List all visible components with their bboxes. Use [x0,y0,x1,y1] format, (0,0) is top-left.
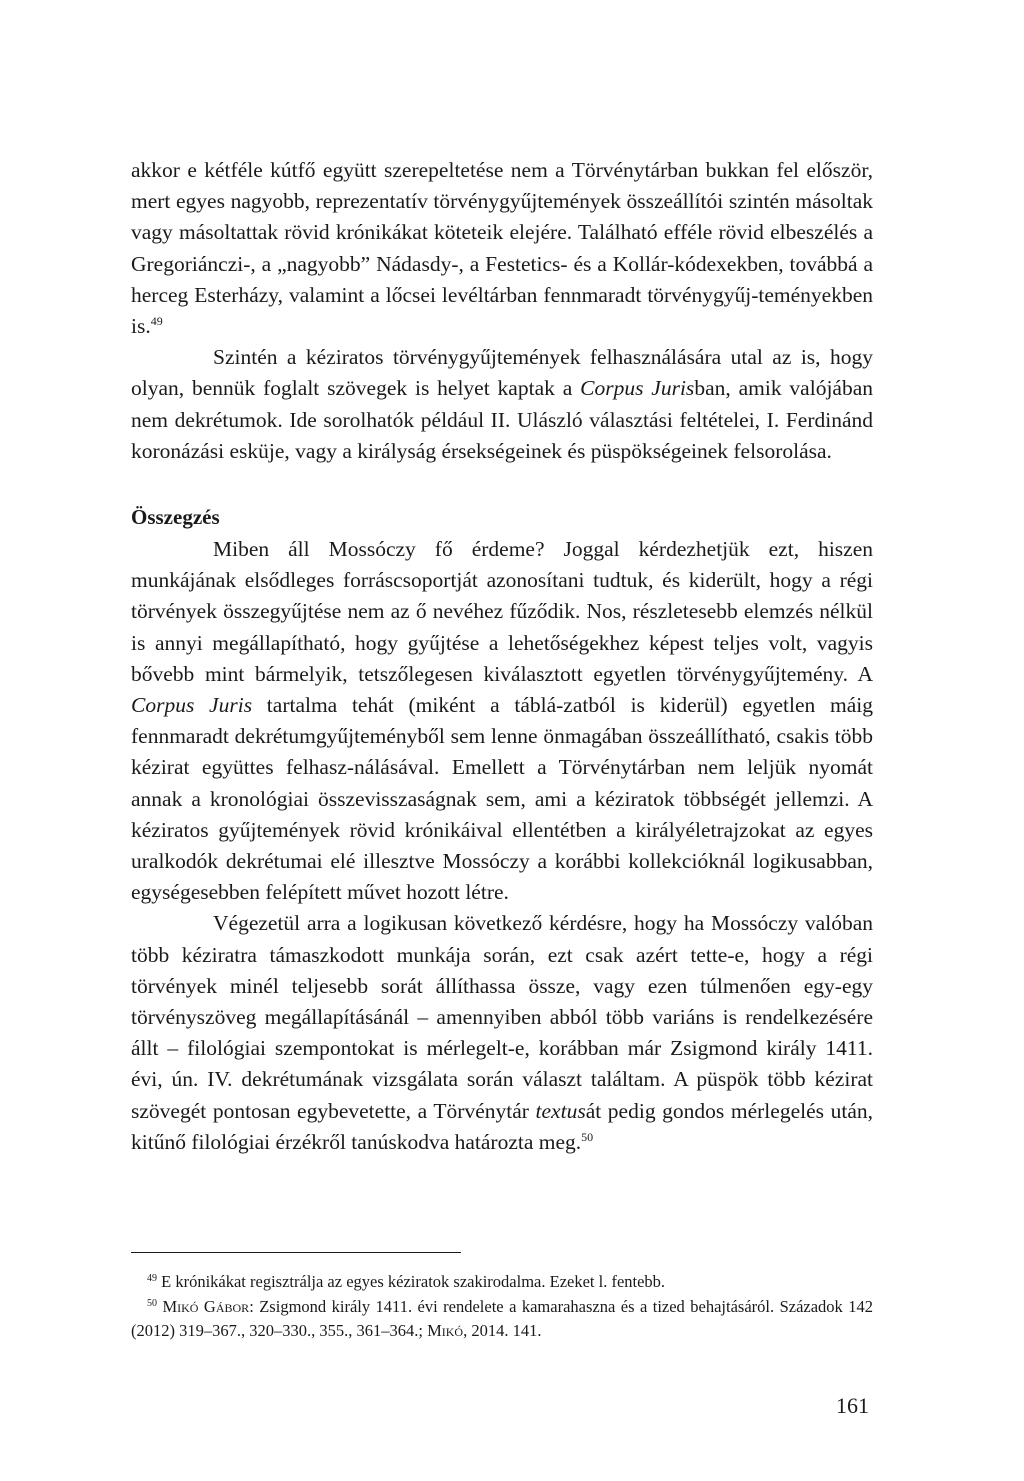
footnote-text: : Zsigmond király 1411. évi rendelete a kamarahaszna és a tized behajtásáról. Századok 142 (2012) 319–367., 320–330., 355., 361–364.; [131,1296,873,1340]
paragraph-text: Végezetül arra a logikusan következő kérdésre, hogy ha Mossóczy valóban több kéziratra támaszkodott munkája során, ezt csak azért tette-e, hogy a régi törvények minél teljesebb sorát állíthassa össze, vagy ezen túlmenően egy-egy törvényszöveg megállapításánál – amennyiben abból több variáns is rendelkezésére állt – filológiai szempontokat is mérlegelt-e, korábban már Zsigmond király 1411. évi, ún. IV. dekrétumának vizsgálata során választ találtam. A püspök több kézirat szövegét pontosan egybevetette, a Törvénytár [131,911,873,1123]
paragraph-text: Miben áll Mossóczy fő érdeme? Joggal kérdezhetjük ezt, hiszen munkájának elsődleges forráscsoportját azonosítani tudtuk, és kiderült, hogy a régi törvények összegyűjtése nem az ő nevéhez fűződik. Nos, részletesebb elemzés nélkül is annyi megállapítható, hogy gyűjtése a lehetőségekhez képest teljes volt, vagyis bővebb mint bármelyik, tetszőlegesen kiválasztott egyetlen törvénygyűjtemény. A [131,537,873,686]
footnote-49 [131,1270,873,1295]
footnote-divider [131,1252,461,1253]
footnotes [131,1270,873,1344]
footnote-author: Mikó [427,1321,464,1340]
footnote-number: 49 [147,1273,157,1284]
footnote-ref-50[interactable]: 50 [581,1129,594,1144]
page-body [131,155,873,1158]
footnote-number: 50 [147,1297,157,1309]
page-number: 161 [836,1393,869,1418]
paragraph-text: ban, amik valójában nem dekrétumok. Ide sorolhatók például II. Ulászló választási feltételei, I. Ferdinánd koronázási esküje, vagy a királyság érsekségeinek és püspökségeinek felsorolása. [131,376,874,463]
paragraph-text: át pedig gondos mérlegelés után, kitűnő filológiai érzékről tanúskodva határozta meg. [131,1098,873,1154]
body-paragraph-2 [131,342,873,467]
section-heading: Összegzés [131,505,220,530]
footnote-author: Mikó Gábor [162,1296,250,1316]
footnote-50 [131,1295,873,1344]
paragraph-text: tartalma tehát (miként a táblá-zatból is kiderül) egyetlen máig fennmaradt dekrétumgyűjteményből sem lenne önmagában összeállítható, csakis több kézirat együttes felhasz-nálásával. Emellett a Törvénytárban nem leljük nyomát annak a kronológiai összevisszaságnak sem, ami a kéziratok többségét jellemzi. A kéziratos gyűjtemények rövid krónikáival ellentétben a királyéletrajzokat az egyes uralkodók dekrétumai elé illesztve Mossóczy a korábbi kollekcióknál logikusabban, egységesebben felépített művet hozott létre. [131,693,873,905]
footnote-text: , 2014. 141. [463,1321,542,1340]
summary-paragraph-1 [131,534,873,908]
paragraph-text: Szintén a kéziratos törvénygyűjtemények felhasználására utal az is, hogy olyan, bennük foglalt szövegek is helyet kaptak a [131,345,873,401]
summary-paragraph-2 [131,908,873,1158]
footnote-ref-49[interactable]: 49 [150,314,163,329]
footnote-text: E krónikákat regisztrálja az egyes kéziratok szakirodalma. Ezeket l. fentebb. [157,1272,666,1291]
paragraph-text: akkor e kétféle kútfő együtt szerepeltetése nem a Törvénytárban bukkan fel először, mert egyes nagyobb, reprezentatív törvénygyűjtemények összeállítói szintén másoltak vagy másoltattak rövid krónikákat köteteik elejére. Található efféle rövid elbeszélés a Gregoriánczi-, a „nagyobb” Nádasdy-, a Festetics- és a Kollár-kódexekben, továbbá a herceg Esterházy, valamint a lőcsei levéltárban fennmaradt törvénygyűj-teményekben is. [131,158,873,339]
body-paragraph-1 [131,155,873,342]
italic-term: Corpus Juris [580,376,695,401]
italic-term: Corpus Juris [131,693,253,718]
italic-term: textus [535,1098,586,1123]
